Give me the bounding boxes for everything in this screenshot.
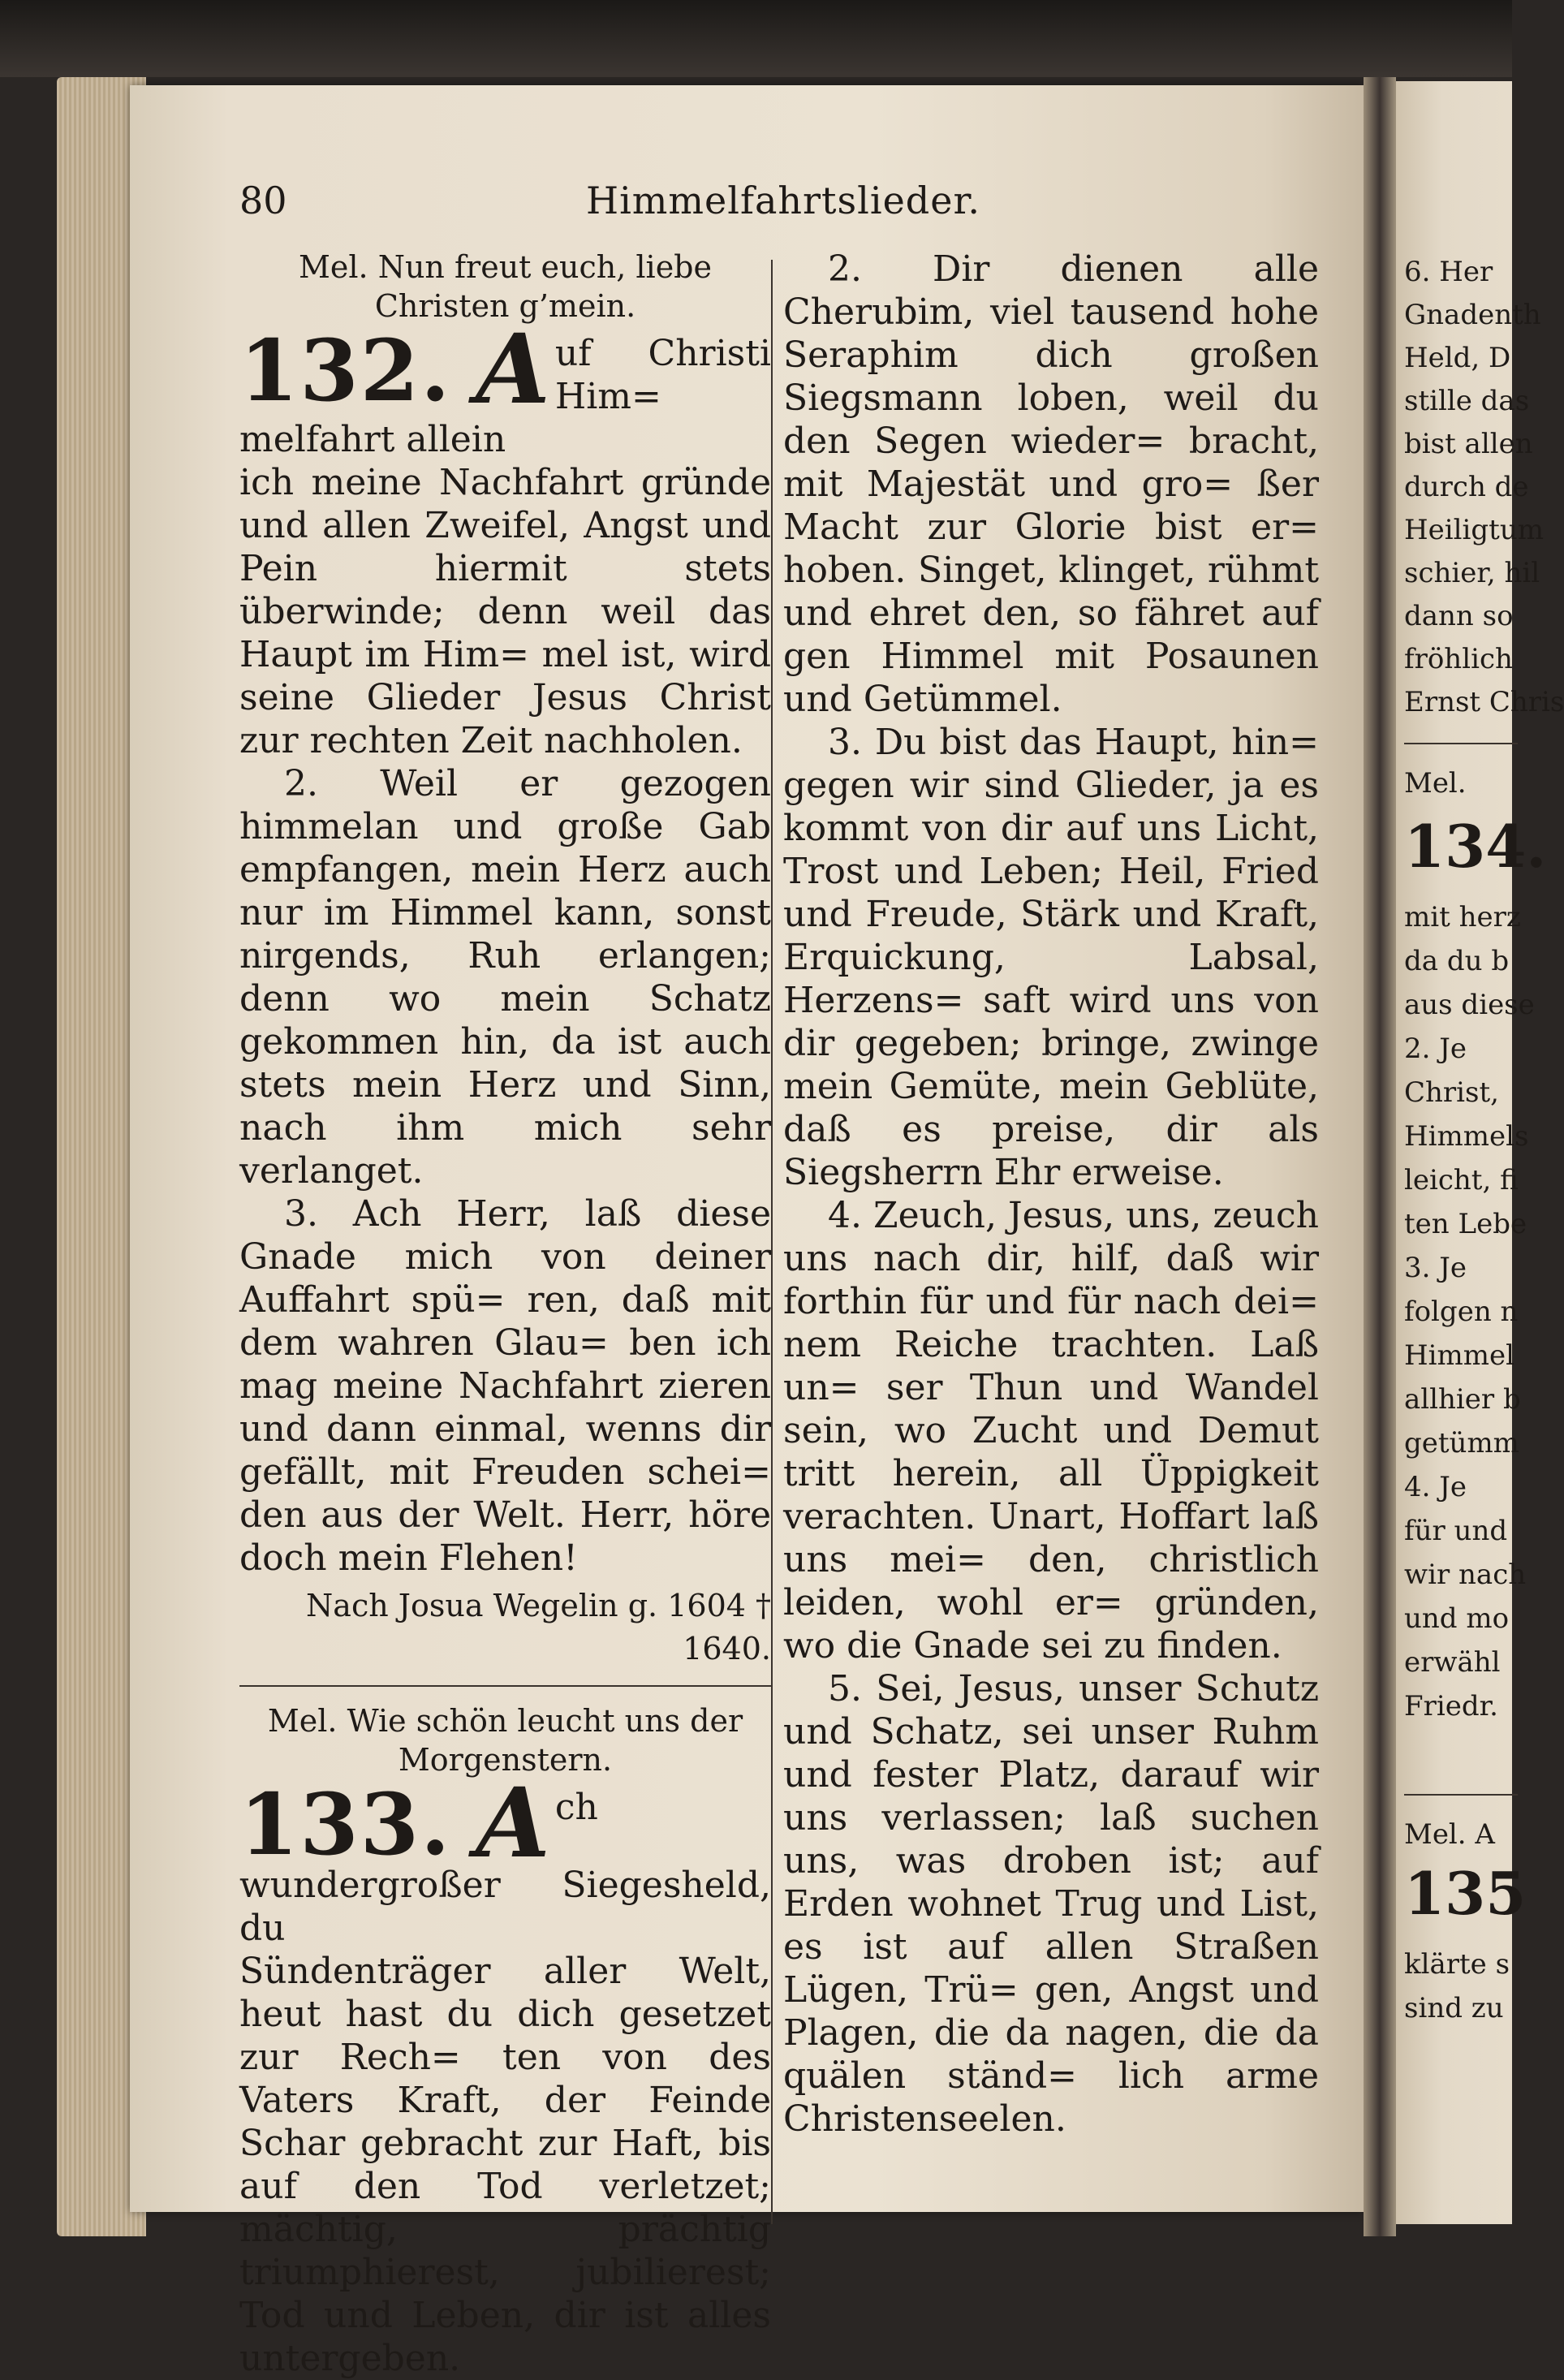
section-rule: [239, 1685, 771, 1687]
next-page-hymn-134-number: 134.: [1404, 812, 1547, 881]
left-column: [239, 248, 771, 2380]
next-page-fragment: [1396, 81, 1564, 2224]
running-title: Himmelfahrtslieder.: [585, 179, 981, 222]
next-page-rule-1: [1404, 743, 1518, 744]
next-page-line: Friedr.: [1404, 1690, 1498, 1722]
hymn-133-stanza-4: 4. Zeuch, Jesus, uns, zeuch uns nach dir, hilf, daß wir forthin für und für nach dei= nem Reiche trachten. Laß un= ser Thun und Wandel sein, wo Zucht und Demut tritt herein, all Üppigkeit verachten. Unart, Hoffart laß uns mei= den, christlich leiden, wohl er= gründen, wo die Gnade sei zu finden.: [783, 1195, 1319, 1666]
hymn-133-melody: Mel. Wie schön leucht uns der Morgenstern.: [267, 1703, 743, 1778]
next-page-line: erwähl: [1404, 1646, 1501, 1679]
hymn-133-head: [239, 1766, 771, 1950]
hymn-132-attribution: Nach Josua Wegelin g. 1604 † 1640.: [306, 1588, 771, 1666]
next-page-hymn-135-number: 135: [1404, 1859, 1527, 1928]
hymn-133-stanza-1-first: ch wundergroßer Siegesheld, du: [239, 1787, 771, 1949]
next-page-line: durch de: [1404, 471, 1529, 503]
next-page-line: fröhlich: [1404, 643, 1513, 675]
next-page-line: allhier b: [1404, 1383, 1521, 1416]
hymn-133-stanza-3: 3. Du bist das Haupt, hin= gegen wir sind Glieder, ja es kommt von dir auf uns Licht, Trost und Leben; Heil, Fried und Freude, Stärk und Kraft, Erquickung, Labsal, Herzens= saft wird uns von dir gegeben; bringe, zwinge mein Gemüte, mein Geblüte, daß es preise, dir als Siegsherrn Ehr erweise.: [783, 722, 1319, 1193]
next-page-line: da du b: [1404, 945, 1510, 977]
hymn-132-head: [239, 313, 771, 461]
book-page: [130, 85, 1364, 2379]
hymn-132-stanza-1-first: uf Christi Him= melfahrt allein: [239, 333, 771, 460]
next-page-melody-2: Mel. A: [1404, 1818, 1495, 1851]
next-page-line: und mo: [1404, 1602, 1510, 1635]
hymn-133-stanza-1: Sündenträger aller Welt, heut hast du dich gesetzet zur Rech= ten von des Vaters Kraft, der Feinde Schar gebracht zur Haft, bis auf den Tod verletzet; mächtig, prächtig triumphierest, jubilierest; Tod und Leben, dir ist alles untergeben.: [239, 1951, 771, 2379]
hymn-133-initial: A: [476, 1766, 550, 1879]
next-page-line: Himmels: [1404, 1120, 1529, 1153]
hymn-132-initial: A: [476, 313, 550, 425]
right-column: [783, 248, 1319, 2141]
next-page-line: getümm: [1404, 1427, 1519, 1459]
next-page-line: aus diese: [1404, 989, 1535, 1021]
next-page-line: stille das: [1404, 385, 1530, 417]
next-page-line: Held, D: [1404, 342, 1511, 374]
next-page-line: schier, hil: [1404, 557, 1540, 589]
next-page-line: dann so: [1404, 600, 1514, 632]
next-page-line: leicht, fi: [1404, 1164, 1519, 1196]
next-page-line: Gnadenth: [1404, 299, 1541, 331]
next-page-line: mit herz: [1404, 901, 1521, 933]
next-page-line: Himmel: [1404, 1339, 1514, 1372]
next-page-line: ten Lebe: [1404, 1208, 1527, 1240]
next-page-line: 6. Her: [1404, 256, 1493, 288]
next-page-rule-2: [1404, 1794, 1518, 1796]
hymn-132-stanza-1: ich meine Nachfahrt gründe und allen Zweifel, Angst und Pein hiermit stets überwinde; denn weil das Haupt im Him= mel ist, wird seine Glieder Jesus Christ zur rechten Zeit nachholen.: [239, 462, 771, 761]
next-page-line: klärte s: [1404, 1948, 1510, 1981]
book-gutter: [1364, 77, 1396, 2236]
next-page-line: bist allen: [1404, 428, 1533, 460]
page-number: 80: [239, 179, 287, 222]
next-page-melody-1: Mel.: [1404, 767, 1467, 800]
hymn-132-stanza-2: 2. Weil er gezogen himmelan und große Gab empfangen, mein Herz auch nur im Himmel kann, sonst nirgends, Ruh erlangen; denn wo mein Schatz gekommen hin, da ist auch stets mein Herz und Sinn, nach ihm mich sehr verlanget.: [239, 763, 771, 1192]
next-page-line: Christ,: [1404, 1076, 1499, 1109]
book-binding: [0, 0, 1512, 77]
next-page-line: sind zu: [1404, 1992, 1504, 2024]
hymn-133-stanza-5: 5. Sei, Jesus, unser Schutz und Schatz, sei unser Ruhm und fester Platz, darauf wir uns verlassen; laß suchen uns, was droben ist; auf Erden wohnet Trug und List, es ist auf allen Straßen Lügen, Trü= gen, Angst und Plagen, die da nagen, die da quälen ständ= lich arme Christenseelen.: [783, 1668, 1319, 2140]
page-header: [239, 179, 1327, 244]
next-page-line: für und: [1404, 1515, 1508, 1547]
next-page-line: folgen n: [1404, 1296, 1519, 1328]
hymn-133-number: 133.: [239, 1774, 452, 1874]
next-page-line: Heiligtum: [1404, 514, 1544, 546]
next-page-line: 4. Je: [1404, 1471, 1467, 1503]
hymn-132-number: 132.: [239, 321, 452, 420]
column-divider: [771, 260, 773, 2224]
next-page-line: 2. Je: [1404, 1033, 1467, 1065]
next-page-line: Ernst Chris: [1404, 686, 1564, 718]
hymn-132-melody: Mel. Nun freut euch, liebe Christen g’mein.: [298, 249, 712, 324]
hymn-133-stanza-2: 2. Dir dienen alle Cherubim, viel tausend hohe Seraphim dich großen Siegsmann loben, weil du den Segen wieder= bracht, mit Majestät und gro= ßer Macht zur Glorie bist er= hoben. Singet, klinget, rühmt und ehret den, so fähret auf gen Himmel mit Posaunen und Getümmel.: [783, 248, 1319, 720]
next-page-line: wir nach: [1404, 1559, 1527, 1591]
next-page-line: 3. Je: [1404, 1252, 1467, 1284]
hymn-132-stanza-3: 3. Ach Herr, laß diese Gnade mich von deiner Auffahrt spü= ren, daß mit dem wahren Glau= ben ich mag meine Nachfahrt zieren und dann einmal, wenns dir gefällt, mit Freuden schei= den aus der Welt. Herr, höre doch mein Flehen!: [239, 1193, 771, 1579]
